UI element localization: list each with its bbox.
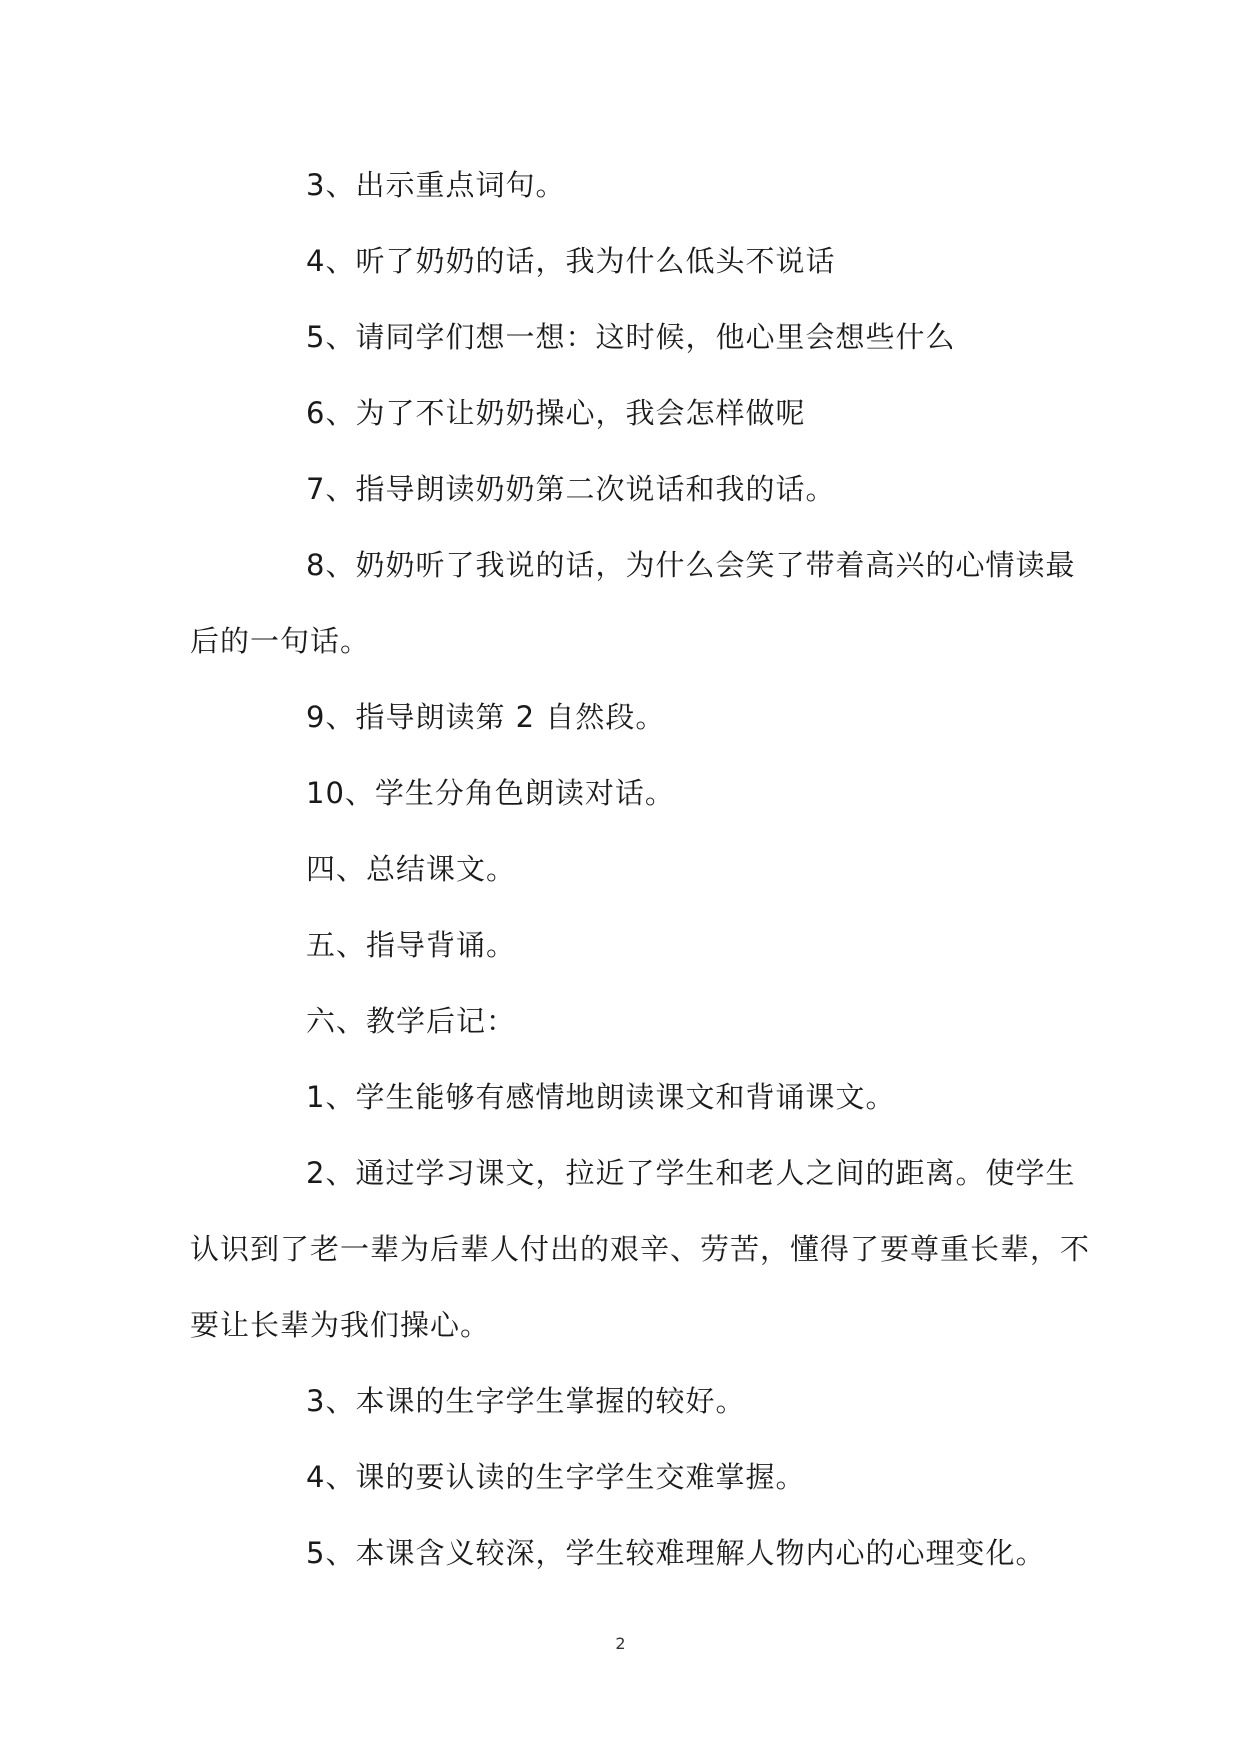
text-line: 6、为了不让奶奶操心，我会怎样做呢 <box>306 396 806 430</box>
text-line: 5、本课含义较深，学生较难理解人物内心的心理变化。 <box>306 1536 1046 1570</box>
text-line: 7、指导朗读奶奶第二次说话和我的话。 <box>306 472 836 506</box>
text-line: 4、听了奶奶的话，我为什么低头不说话 <box>306 244 836 278</box>
section-heading: 六、教学后记： <box>306 1004 517 1038</box>
text-line: 1、学生能够有感情地朗读课文和背诵课文。 <box>306 1080 896 1114</box>
text-line: 10、学生分角色朗读对话。 <box>306 776 675 810</box>
text-line: 3、出示重点词句。 <box>306 168 566 202</box>
section-heading: 五、指导背诵。 <box>306 928 517 962</box>
text-line: 5、请同学们想一想：这时候，他心里会想些什么 <box>306 320 956 354</box>
section-heading: 四、总结课文。 <box>306 852 517 886</box>
text-line: 9、指导朗读第 2 自然段。 <box>306 700 666 734</box>
text-line: 认识到了老一辈为后辈人付出的艰辛、劳苦，懂得了要尊重长辈，不 <box>190 1232 1091 1266</box>
text-line: 3、本课的生字学生掌握的较好。 <box>306 1384 746 1418</box>
text-line: 8、奶奶听了我说的话，为什么会笑了带着高兴的心情读最 <box>306 548 1076 582</box>
page-number: 2 <box>615 1634 626 1653</box>
text-line: 要让长辈为我们操心。 <box>190 1308 491 1342</box>
document-body <box>190 147 1091 1591</box>
text-line: 后的一句话。 <box>190 624 371 658</box>
text-line: 2、通过学习课文，拉近了学生和老人之间的距离。使学生 <box>306 1156 1076 1190</box>
text-line: 4、课的要认读的生字学生交难掌握。 <box>306 1460 806 1494</box>
